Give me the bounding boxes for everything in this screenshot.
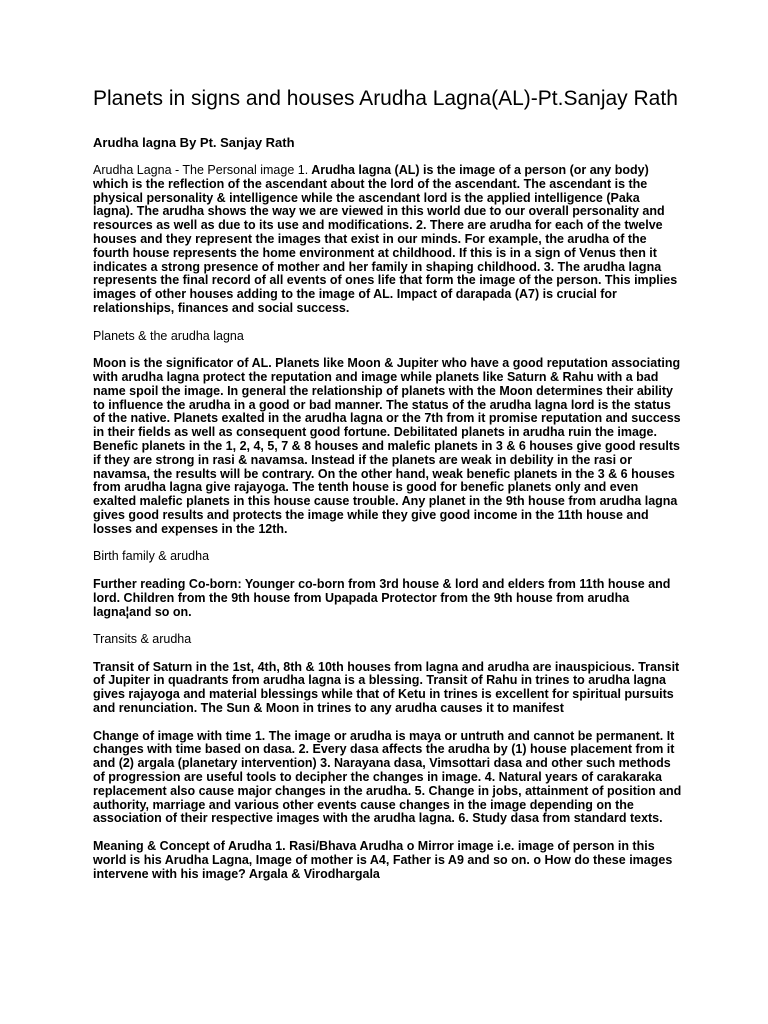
intro-paragraph (93, 164, 683, 316)
heading-transits: Transits & arudha (93, 632, 192, 647)
intro-lead: Arudha Lagna - The Personal image 1. (93, 163, 309, 177)
transits-paragraph: Transit of Saturn in the 1st, 4th, 8th & 10th houses from lagna and arudha are inauspicious. Transit of Jupiter in quadrants from arudha lagna is a blessing. Transit of Rahu in trines to arudha lagna gives rajayoga and material blessings while that of Ketu in trines is excellent for spiritual pursuits and renunciation. The Sun & Moon in trines to any arudha causes it to manifest (93, 659, 680, 716)
heading-birth-family: Birth family & arudha (93, 549, 210, 564)
document-subtitle: Arudha lagna By Pt. Sanjay Rath (93, 135, 295, 150)
planets-paragraph: Moon is the significator of AL. Planets like Moon & Jupiter who have a good reputation associating with arudha lagna protect the reputation and image while planets like Saturn & Rahu with a bad name spoil the image. In general the relationship of planets with the Moon determines their ability to influence the arudha in a good or bad manner. The status of the arudha lagna lord is the status of the native. Planets exalted in the arudha lagna or the 7th from it promise reputation and success in their fields as well as consequent good fortune. Debilitated planets in arudha ruin the image. Benefic planets in the 1, 2, 4, 5, 7 & 8 houses and malefic planets in 3 & 6 houses give good results if they are strong in rasi & navamsa. Instead if the planets are weak in debility in the rasi or navamsa, the results will be contrary. On the other hand, weak benefic planets in the 3 & 6 houses from arudha lagna give rajayoga. The tenth house is good for benefic planets only and even exalted malefic planets in this house cause trouble. Any planet in the 9th house from arudha lagna gives good results and protects the image while they give good income in the 11th house and losses and expenses in the 12th. (93, 356, 681, 536)
birth-family-paragraph: Further reading Co-born: Younger co-born from 3rd house & lord and elders from 11th house and lord. Children from the 9th house from Upapada Protector from the 9th house from arudha lagna¦and so on. (93, 576, 671, 619)
document-title: Planets in signs and houses Arudha Lagna(AL)-Pt.Sanjay Rath (93, 87, 678, 110)
document-body (93, 164, 683, 895)
meaning-concept-paragraph: Meaning & Concept of Arudha 1. Rasi/Bhava Arudha o Mirror image i.e. image of person in this world is his Arudha Lagna, Image of mother is A4, Father is A9 and so on. o How do these images intervene with his image? Argala & Virodhargala (93, 839, 673, 881)
change-of-image-paragraph: Change of image with time 1. The image or arudha is maya or untruth and cannot be permanent. It changes with time based on dasa. 2. Every dasa affects the arudha by (1) house placement from it and (2) argala (planetary intervention) 3. Narayana dasa, Vimsottari dasa and other such methods of progression are useful tools to decipher the changes in image. 4. Natural years of carakaraka replacement also cause major changes in the arudha. 5. Change in jobs, attainment of position and authority, marriage and various other events cause changes in the image depending on the association of their respective images with the arudha lagna. 6. Study dasa from standard texts. (93, 728, 682, 826)
intro-text: Arudha lagna (AL) is the image of a person (or any body) which is the reflection of the ascendant about the lord of the ascendant. The ascendant is the physical personality & intelligence while the ascendant lord is the applied intelligence (Paka lagna). The arudha shows the way we are viewed in this world due to our overall personality and resources as well as due to its use and modifications. 2. There are arudha for each of the twelve houses and they represent the images that exist in our minds. For example, the arudha of the fourth house represents the home environment at childhood. If this is in a sign of Venus then it indicates a strong presence of mother and her family in shaping childhood. 3. The arudha lagna represents the final record of all events of ones life that form the image of the person. This implies images of other houses adding to the image of AL. Impact of darapada (A7) is crucial for relationships, finances and social success. (93, 163, 678, 315)
heading-planets: Planets & the arudha lagna (93, 328, 244, 343)
